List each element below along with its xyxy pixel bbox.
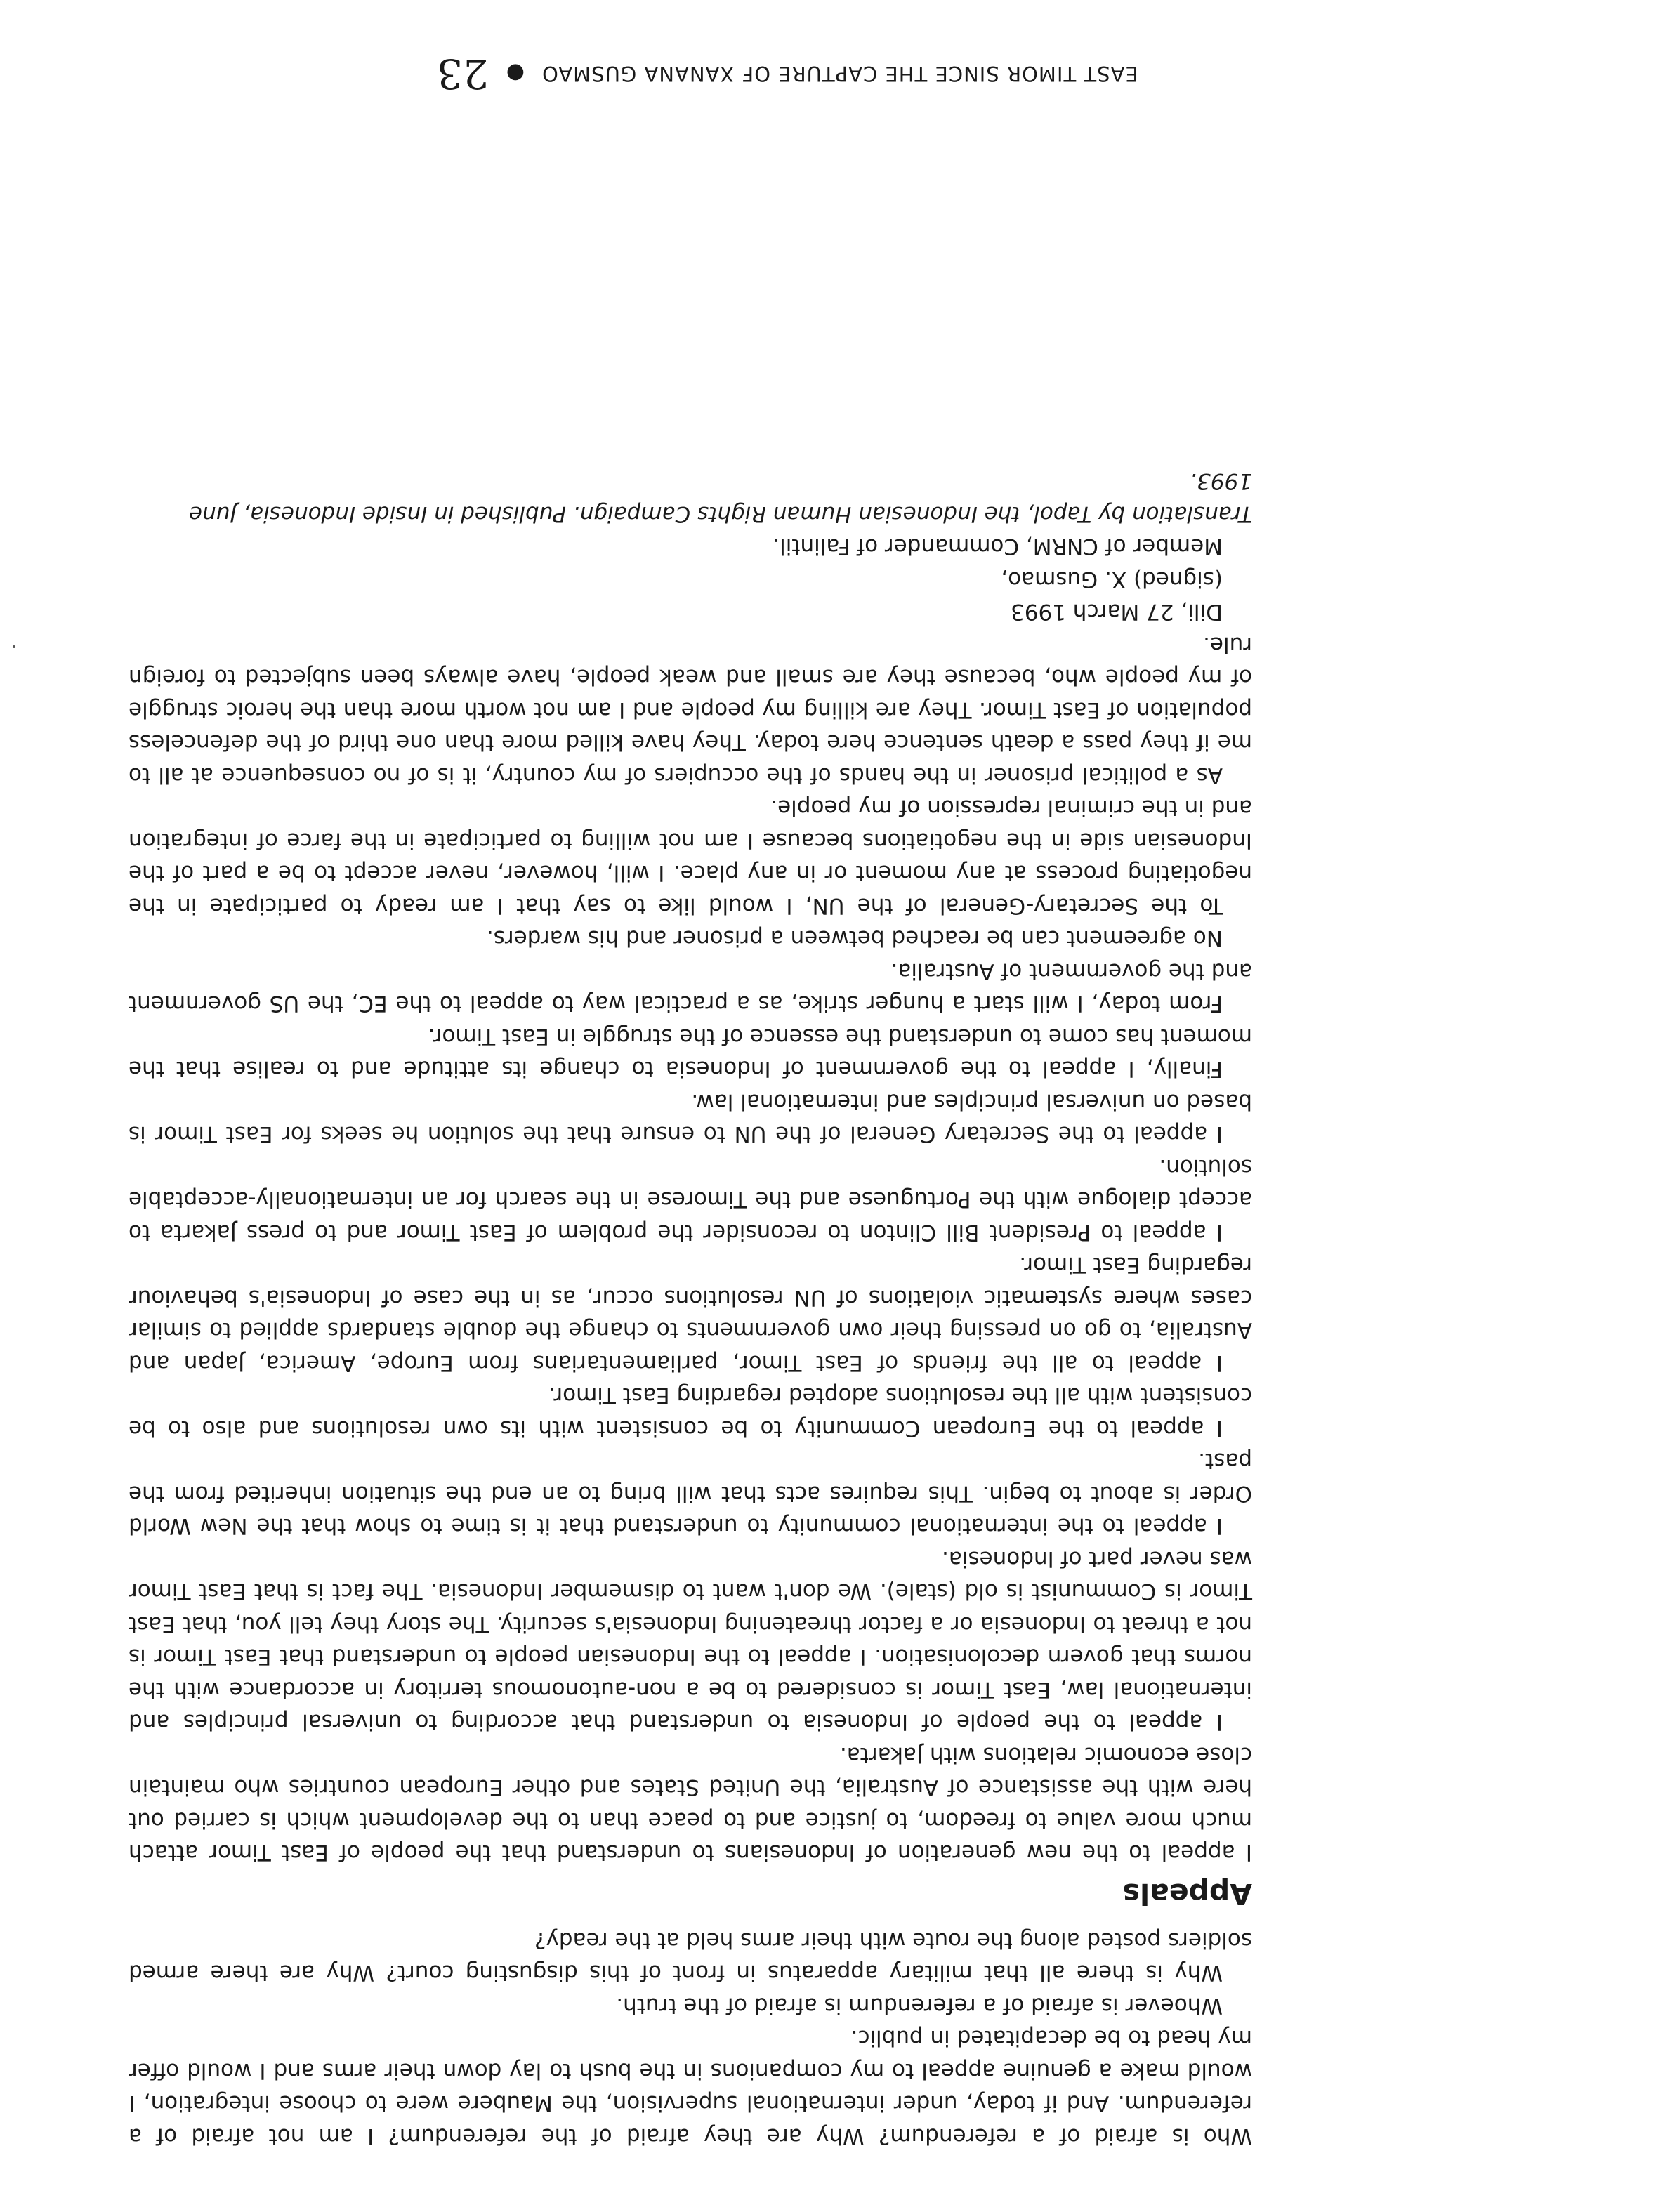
signature-role: Member of CNRM, Commander of Falintil. [773,534,1223,560]
appeal-paragraph: I appeal to all the friends of East Timor, parliamentarians from Europe, America, Japan and Australia, to go on pressing their own governments to change the double standards applied to similar cases where systematic violations of UN resolutions occur, as in the case of Indonesia's behaviour regarding East Timor. [129,1252,1252,1376]
appeal-paragraph: From today, I will start a hunger strike, as a practical way to appeal to the EC, the US government and the government of Australia. [129,959,1252,1017]
appeal-paragraph: Finally, I appeal to the government of Indonesia to change its attitude and to realise that the moment has come to understand the essence of the struggle in East Timor. [129,1024,1252,1082]
paragraph-truth: Whoever is afraid of a referendum is afraid of the truth. [616,1993,1223,2018]
appeal-paragraph: I appeal to the people of Indonesia to understand that according to universal principles and international law, East Timor is considered to be a non-autonomous territory in accordance with the norms that govern decolonisation. I appeal to the Indonesian people to understand that East Timor is not a threat to Indonesia or a factor threatening Indonesia's security. The story they tell you, that East Timor is Communist is old (stale). We don't want to dismember Indonesia. The fact is that East Timor was never part of Indonesia. [129,1546,1252,1735]
bullet-icon: ● [505,61,525,86]
paragraph-military: Why is there all that military apparatus in front of this disgusting court? Why are there armed soldiers posted along the route with their arms held at the ready? [129,1928,1252,1986]
signature-place-date: Dili, 27 March 1993 [1011,599,1223,625]
signature-signed: (signed) X. Gusmao, [1001,567,1223,592]
appeal-paragraph: As a political prisoner in the hands of the occupiers of my country, it is of no consequence at all to me if they pass a death sentence here today. They have killed more than one third of the defenceless population of East Timor. They are killing my people and I am not worth more than the heroic struggle of my people who, because they are small and weak people, have always been subjected to foreign rule. [129,632,1252,788]
appeal-paragraph: I appeal to the international community to understand that it is time to show that the New World Order is about to begin. This requires acts that will bring to an end the situation inherited from the past. [129,1448,1252,1539]
body-text [129,465,1252,2152]
appeal-paragraph: I appeal to President Bill Clinton to reconsider the problem of East Timor and to press Jakarta to accept dialogue with the Portuguese and the Timorese in the search for an internationally-acceptable solution. [129,1154,1252,1245]
page-number: 23 [437,50,489,98]
running-head-title: EAST TIMOR SINCE THE CAPTURE OF XANANA GUSMAO [541,62,1138,86]
appeal-paragraph: To the Secretary-General of the UN, I would like to say that I am ready to participate in the negotiating process at any moment or in any place. I will, however, never accept to be a part of the Indonesian side in the negotiations because I am not willing to participate in the farce of integration and in the criminal repression of my people. [129,795,1252,919]
appeal-paragraph: I appeal to the European Community to be consistent with its own resolutions and also to be consistent with all the resolutions adopted regarding East Timor. [129,1383,1252,1441]
appeal-paragraph: I appeal to the new generation of Indonesians to understand that the people of East Timor attach much more value to freedom, to justice and to peace than to the development which is carried out here with the assistance of Australia, the United States and other European countries who maintain close economic relations with Jakarta. [129,1742,1252,1866]
scan-speck [13,645,15,648]
paragraph-referendum: Who is afraid of a referendum? Why are they afraid of the referendum? I am not afraid of a referendum. And if today, under international supervision, the Maubere were to choose integration, I would make a genuine appeal to my companions in the bush to lay down their arms and I would offer my head to be decapitated in public. [129,2025,1252,2149]
running-head [437,46,1223,102]
appeal-paragraph: I appeal to the Secretary General of the UN to ensure that the solution he seeks for East Timor is based on universal principles and international law. [129,1089,1252,1147]
appeal-paragraph: No agreement can be reached between a prisoner and his warders. [486,926,1223,952]
translation-note: Translation by Tapol, the Indonesian Human Rights Campaign. Published in Inside Indonesia, June 1993. [188,468,1252,527]
section-heading-appeals: Appeals [1122,1877,1252,1911]
